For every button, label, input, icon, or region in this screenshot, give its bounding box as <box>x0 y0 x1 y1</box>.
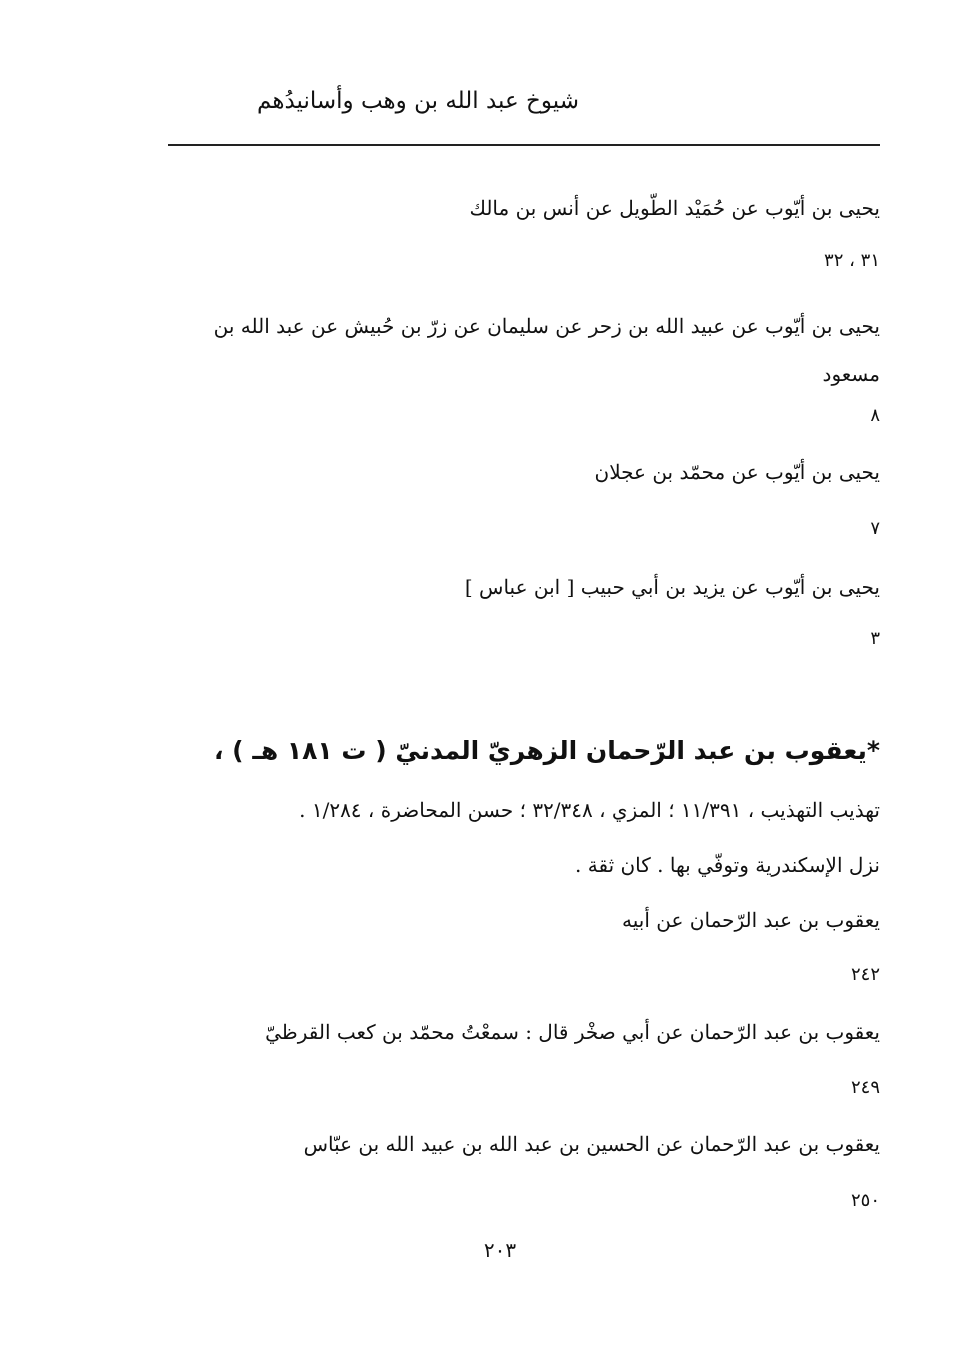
reference-numbers: ٧ <box>870 518 880 539</box>
reference-numbers: ٢٥٠ <box>850 1190 880 1211</box>
reference-numbers: ٨ <box>870 405 880 426</box>
chain-line: يحيى بن أيّوب عن محمّد بن عجلان <box>594 460 880 484</box>
chain-line: يعقوب بن عبد الرّحمان عن أبي صخْر قال : سمعْتُ محمّد بن كعب القرظيّ <box>265 1020 880 1044</box>
biography-note: نزل الإسكندرية وتوفّي بها . كان ثقة . <box>575 853 880 877</box>
reference-numbers: ٢٤٩ <box>850 1077 880 1098</box>
chain-line: يعقوب بن عبد الرّحمان عن أبيه <box>622 908 880 932</box>
chain-line: يحيى بن أيّوب عن عبيد الله بن زحر عن سليمان عن زرّ بن حُبيش عن عبد الله بن مسعود <box>213 314 880 386</box>
reference-numbers: ٣١ ، ٣٢ <box>824 250 880 271</box>
reference-numbers: ٣ <box>870 628 880 649</box>
section-heading: *يعقوب بن عبد الرّحمان الزهريّ المدنيّ ( ت ١٨١ هـ ) ، <box>213 736 880 765</box>
chain-line: يعقوب بن عبد الرّحمان عن الحسين بن عبد الله بن عبيد الله بن عبّاس <box>303 1132 880 1156</box>
page-header-title: شيوخ عبد الله بن وهب وأسانيدُهم <box>257 88 579 114</box>
chain-line: يحيى بن أيّوب عن يزيد بن أبي حبيب [ ابن عباس ] <box>464 575 880 599</box>
source-citation: تهذيب التهذيب ، ١١/٣٩١ ؛ المزي ، ٣٢/٣٤٨ ؛ حسن المحاضرة ، ١/٢٨٤ . <box>299 798 880 822</box>
reference-numbers: ٢٤٢ <box>850 964 880 985</box>
chain-line: يحيى بن أيّوب عن حُمَيْد الطّويل عن أنس بن مالك <box>469 196 880 220</box>
page-number: ٢٠٣ <box>483 1238 517 1262</box>
header-rule <box>168 144 880 146</box>
